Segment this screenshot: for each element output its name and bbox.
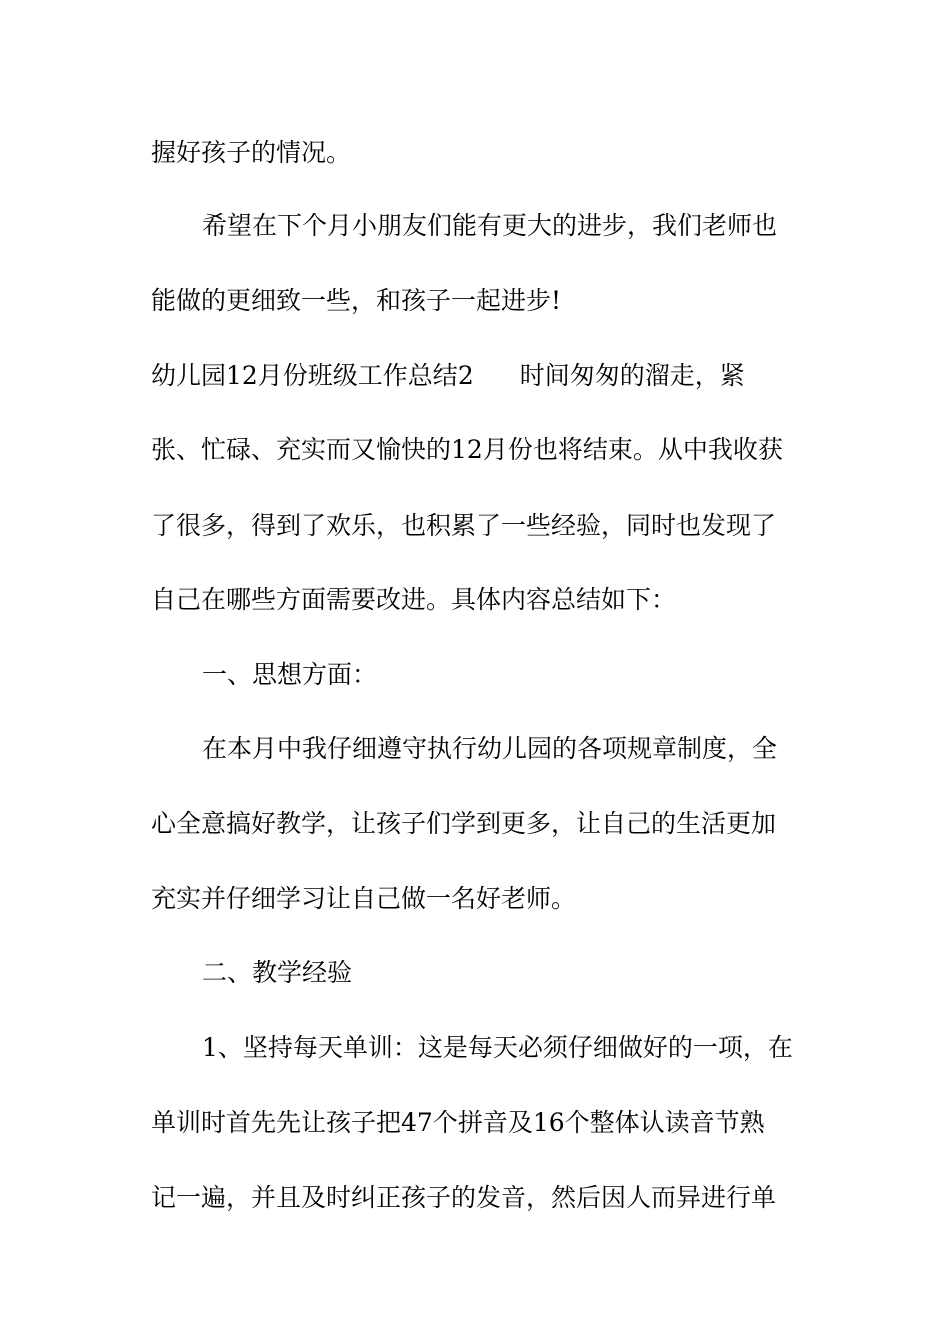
text-line: 了很多，得到了欢乐，也积累了一些经验，同时也发现了: [151, 511, 777, 540]
section-heading-line: [151, 358, 745, 394]
text-segment: 时间匆匆的溜走，紧: [519, 361, 745, 390]
text-line: 在本月中我仔细遵守执行幼儿园的各项规章制度，全: [202, 734, 778, 763]
text-line: 充实并仔细学习让自己做一名好老师。: [151, 884, 577, 913]
text-line: 心全意搞好教学，让孩子们学到更多，让自己的生活更加: [151, 809, 777, 838]
text-line: 自己在哪些方面需要改进。具体内容总结如下：: [151, 585, 677, 614]
subheading: 一、思想方面：: [202, 660, 378, 689]
text-line: 1、坚持每天单训：这是每天必须仔细做好的一项，在: [202, 1033, 793, 1062]
text-line: 握好孩子的情况。: [151, 138, 352, 167]
text-line: 单训时首先先让孩子把47个拼音及16个整体认读音节熟: [151, 1108, 765, 1137]
section-title: 幼儿园12月份班级工作总结2: [151, 361, 474, 390]
text-line: 记一遍，并且及时纠正孩子的发音，然后因人而异进行单: [151, 1183, 777, 1212]
text-line: 能做的更细致一些，和孩子一起进步!: [151, 286, 562, 315]
text-line: 希望在下个月小朋友们能有更大的进步，我们老师也: [202, 211, 778, 240]
text-line: 张、忙碌、充实而又愉快的12月份也将结束。从中我收获: [151, 435, 783, 464]
subheading: 二、教学经验: [202, 958, 353, 987]
